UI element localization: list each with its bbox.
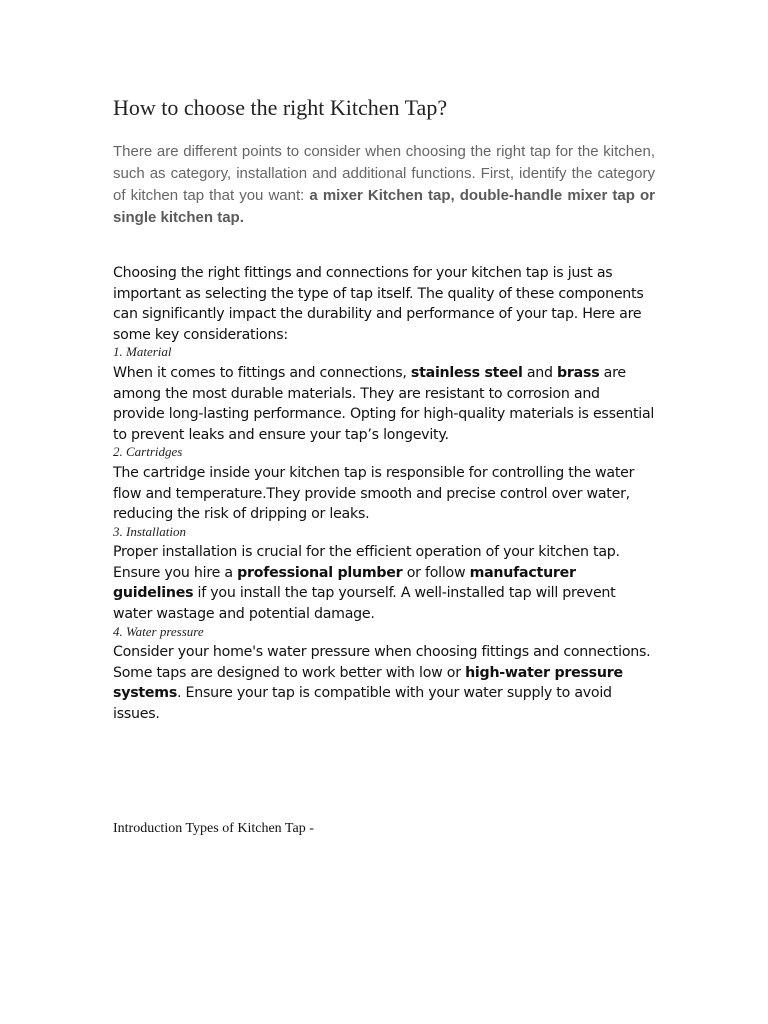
intro-paragraph xyxy=(113,141,655,229)
section-body-cartridges: The cartridge inside your kitchen tap is responsible for controlling the water flow and temperature.They provide smooth and precise control over water, reducing the risk of dripping or leaks. xyxy=(113,465,635,522)
installation-text-1: Proper installation is crucial for the efficient operation of your kitchen tap. Ensure you hire a xyxy=(113,544,620,581)
material-bold-1: stainless steel xyxy=(410,365,523,381)
installation-text-3: if you install the tap yourself. A well-installed tap will prevent water wastage and potential damage. xyxy=(113,585,616,622)
section-heading-cartridges: 2. Cartridges xyxy=(113,444,183,459)
water-pressure-bold-1: high-water pressure systems xyxy=(113,664,623,701)
section-body-installation xyxy=(113,542,655,624)
intro-bold-text: a mixer Kitchen tap, double-handle mixer tap or single kitchen tap. xyxy=(113,187,655,226)
section-heading-material: 1. Material xyxy=(113,344,172,359)
section-heading-installation: 3. Installation xyxy=(113,524,186,539)
page-title: How to choose the right Kitchen Tap? xyxy=(113,95,448,120)
material-text-3: are among the most durable materials. They are resistant to corrosion and provide long-lasting performance. Opting for high-quality materials is essential to prevent leaks and ensure your tap’s longevity. xyxy=(113,365,655,443)
fittings-intro-paragraph: Choosing the right fittings and connections for your kitchen tap is just as important as selecting the type of tap itself. The quality of these components can significantly impact the durability and performance of your tap. Here are some key considerations: xyxy=(113,265,644,343)
material-text-1: When it comes to fittings and connections, xyxy=(113,365,411,381)
water-pressure-text-2: . Ensure your tap is compatible with your water supply to avoid issues. xyxy=(113,685,612,722)
document-page xyxy=(113,0,655,1024)
water-pressure-text-1: Consider your home's water pressure when choosing fittings and connections. Some taps are designed to work better with low or xyxy=(113,644,651,681)
section-body-water-pressure xyxy=(113,642,655,724)
intro-text: There are different points to consider when choosing the right tap for the kitchen, such as category, installation and additional functions. First, identify the category of kitchen tap that you want: xyxy=(113,143,655,204)
material-text-2: and xyxy=(522,365,558,381)
material-bold-2: brass xyxy=(557,365,600,381)
section-body-material xyxy=(113,363,655,445)
installation-text-2: or follow xyxy=(402,564,470,581)
installation-bold-1: professional plumber xyxy=(237,564,403,581)
footer-heading: Introduction Types of Kitchen Tap - xyxy=(113,821,314,836)
section-heading-water-pressure: 4. Water pressure xyxy=(113,624,204,639)
installation-bold-2: manufacturer guidelines xyxy=(113,564,576,601)
